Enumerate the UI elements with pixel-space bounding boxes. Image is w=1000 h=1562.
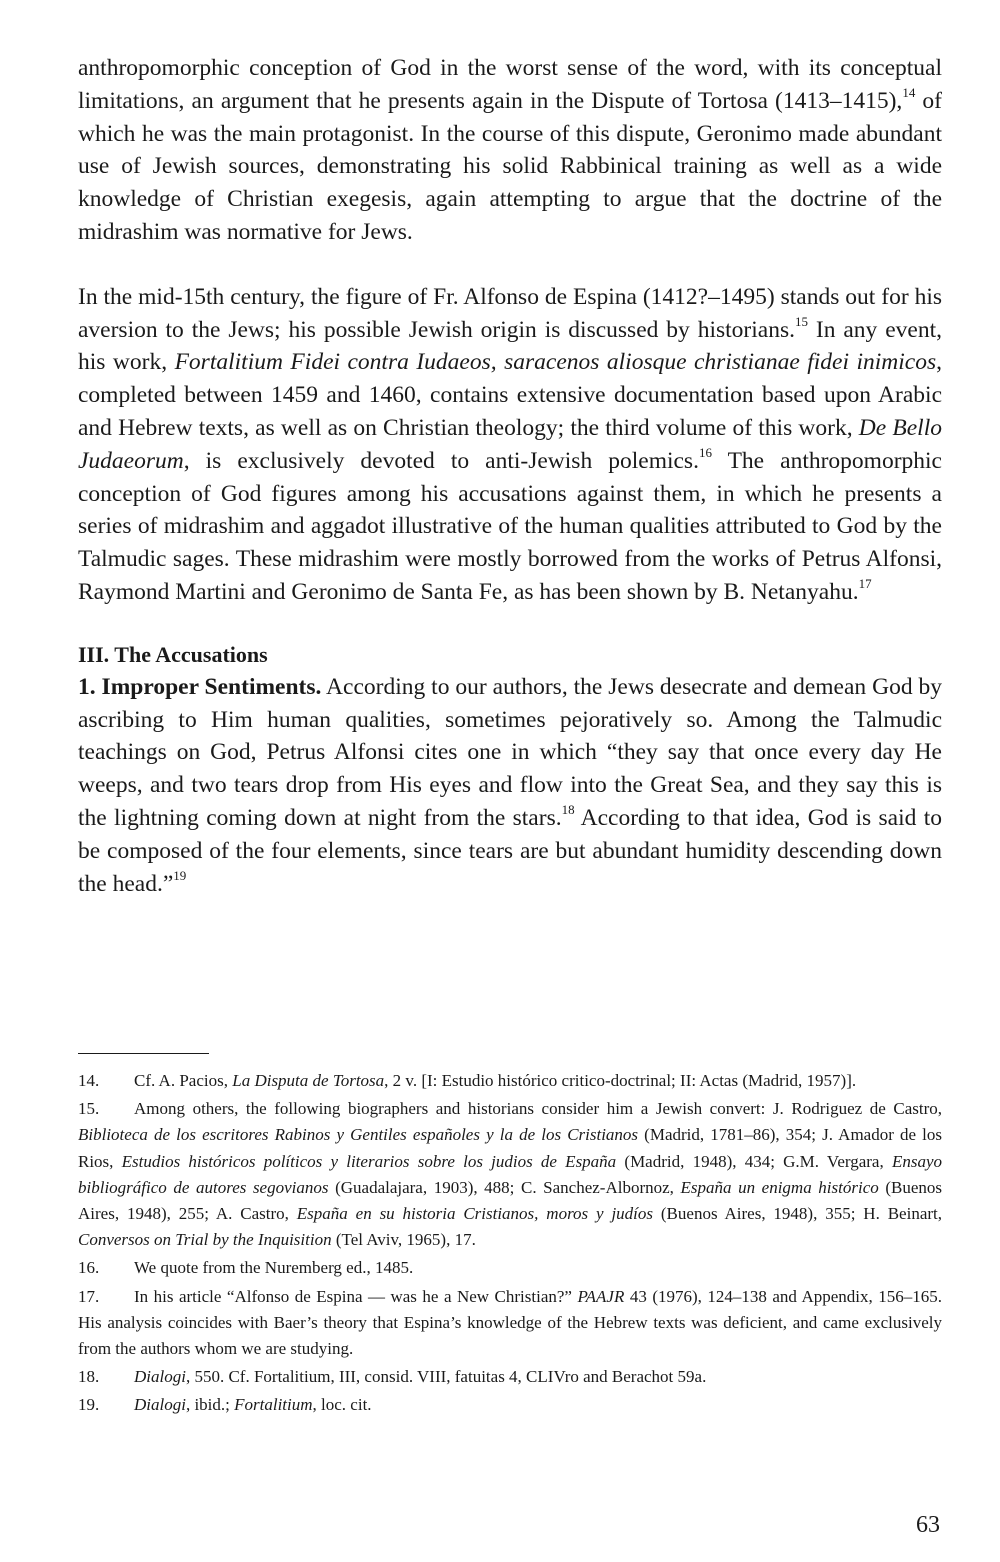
footnote-ref: 15 (794, 313, 808, 329)
text-run: (Guadalajara, 1903), 488; C. Sanchez-Albornoz, (328, 1177, 681, 1197)
main-text (78, 52, 942, 900)
footnote-text (134, 1367, 706, 1386)
section-heading: III. The Accusations (78, 641, 268, 667)
section-paragraph-text (78, 674, 942, 897)
text-run: Among others, the following biographers and historians consider him a Jewish convert: J. Rodriguez de Castro, (134, 1099, 942, 1119)
italic-title: Conversos on Trial by the Inquisition (78, 1230, 332, 1250)
text-run: (Madrid, 1948), 434; G.M. Vergara, (616, 1151, 892, 1171)
footnote-number: 19. (78, 1395, 100, 1415)
footnote-ref: 14 (902, 84, 916, 100)
footnote-text (134, 1395, 372, 1414)
footnote-number: 14. (78, 1071, 100, 1090)
text-run: , is exclusively devoted to anti-Jewish polemics. (183, 447, 699, 474)
text-run: , ibid.; (185, 1395, 235, 1415)
text-run: In his article “Alfonso de Espina — was he a New Christian?” (134, 1286, 578, 1306)
italic-title: De Bello Judaeorum (78, 414, 942, 474)
footnote-16 (78, 1255, 942, 1281)
text-run: In the mid-15th century, the figure of Fr. Alfonso de Espina (1412?–1495) stands out for his aversion to the Jews; his possible Jewish origin is discussed by historians. (78, 283, 942, 343)
footnotes (78, 1068, 942, 1421)
text-run: of which he was the main protagonist. In the course of this dispute, Geronimo made abundant use of Jewish sources, demonstrating his solid Rabbinical training as well as a wide knowledge of Christian exegesis, again attempting to argue that the doctrine of the midrashim was normative for Jews. (78, 87, 943, 245)
text-run: In any event, his work, (78, 316, 942, 376)
text-run: The anthropomorphic conception of God figures among his accusations against them, in which he presents a series of midrashim and aggadot illustrative of the human qualities attributed to God by the Talmudic sages. These midrashim were mostly borrowed from the works of Petrus Alfonsi, Raymond Martini and Geronimo de Santa Fe, as has been shown by B. Netanyahu. (78, 447, 942, 605)
italic-title: Fortalitium Fidei contra Iudaeos, saracenos aliosque christianae fidei inimicos (174, 349, 937, 376)
italic-title: Biblioteca de los escritores Rabinos y Gentiles españoles y la de los Cristianos (78, 1125, 639, 1145)
footnote-number: 18. (78, 1367, 100, 1387)
text-run: (Buenos Aires, 1948), 355; H. Beinart, (653, 1204, 942, 1224)
text-run: (Madrid, 1781–86), 354; J. Amador de los Rios, (78, 1125, 942, 1171)
text-run: , loc. cit. (312, 1395, 372, 1415)
footnote-number: 16. (78, 1258, 100, 1278)
italic-title: Estudios históricos políticos y literarios sobre los judios de España (121, 1151, 617, 1171)
footnote-text (78, 1287, 942, 1358)
footnote-number: 15. (78, 1099, 100, 1119)
footnote-ref: 18 (561, 802, 575, 818)
subsection-heading: 1. Improper Sentiments. (78, 673, 322, 700)
text-run: anthropomorphic conception of God in the worst sense of the word, with its conceptual limitations, an argument that he presents again in the Dispute of Tortosa (1413–1415), (78, 55, 942, 114)
text-run: According to that idea, God is said to be composed of the four elements, since tears are but abundant humidity descending down the head.” (78, 804, 942, 897)
italic-title: Dialogi (134, 1395, 186, 1415)
text-run: 43 (1976), 124–138 and Appendix, 156–165. His analysis coincides with Baer’s theory that Espina’s knowledge of the Hebrew texts was deficient, and came exclusively from the authors whom we are studying. (78, 1286, 943, 1359)
italic-title: Fortalitium (234, 1395, 313, 1415)
text-run: (Buenos Aires, 1948), 255; A. Castro, (78, 1177, 942, 1224)
italic-title: Dialogi (134, 1367, 186, 1387)
section-paragraph (78, 671, 942, 901)
text-run: , 2 v. [I: Estudio histórico critico-doctrinal; II: Actas (Madrid, 1957)]. (384, 1071, 857, 1090)
text-run: Cf. A. Pacios, (134, 1071, 233, 1090)
italic-title: PAAJR (577, 1286, 625, 1306)
footnote-17 (78, 1284, 942, 1363)
italic-title: España un enigma histórico (680, 1177, 879, 1197)
footnote-text (134, 1071, 856, 1090)
footnote-divider (78, 1053, 209, 1054)
italic-title: La Disputa de Tortosa (232, 1071, 385, 1090)
paragraph-1 (78, 52, 942, 249)
page-number: 63 (916, 1512, 940, 1538)
footnote-14 (78, 1068, 942, 1094)
footnote-19 (78, 1392, 942, 1418)
footnote-ref: 17 (858, 576, 872, 592)
text-run: , 550. Cf. Fortalitium, III, consid. VIII, fatuitas 4, CLIVro and Berachot 59a. (185, 1367, 707, 1387)
footnote-18 (78, 1364, 942, 1390)
paragraph-2 (78, 281, 942, 609)
footnote-text (78, 1099, 942, 1249)
footnote-15 (78, 1096, 942, 1253)
footnote-text (134, 1258, 413, 1277)
italic-title: Ensayo bibliográfico de autores segovianos (78, 1151, 942, 1197)
footnote-ref: 19 (173, 867, 187, 883)
text-run: , completed between 1459 and 1460, contains extensive documentation based upon Arabic and Hebrew texts, as well as on Christian theology; the third volume of this work, (78, 349, 942, 441)
footnote-ref: 16 (698, 444, 712, 460)
text-run: According to our authors, the Jews desecrate and demean God by ascribing to Him human qualities, sometimes pejoratively so. Among the Talmudic teachings on God, Petrus Alfonsi cites one in which “they say that once every day He weeps, and two tears drop from His eyes and flow into the Great Sea, and they say this is the lightning coming down at night from the stars. (78, 673, 943, 831)
italic-title: España en su historia Cristianos, moros y judíos (296, 1204, 654, 1224)
text-run: (Tel Aviv, 1965), 17. (331, 1230, 476, 1250)
text-run: We quote from the Nuremberg ed., 1485. (134, 1258, 414, 1278)
footnote-number: 17. (78, 1286, 100, 1306)
